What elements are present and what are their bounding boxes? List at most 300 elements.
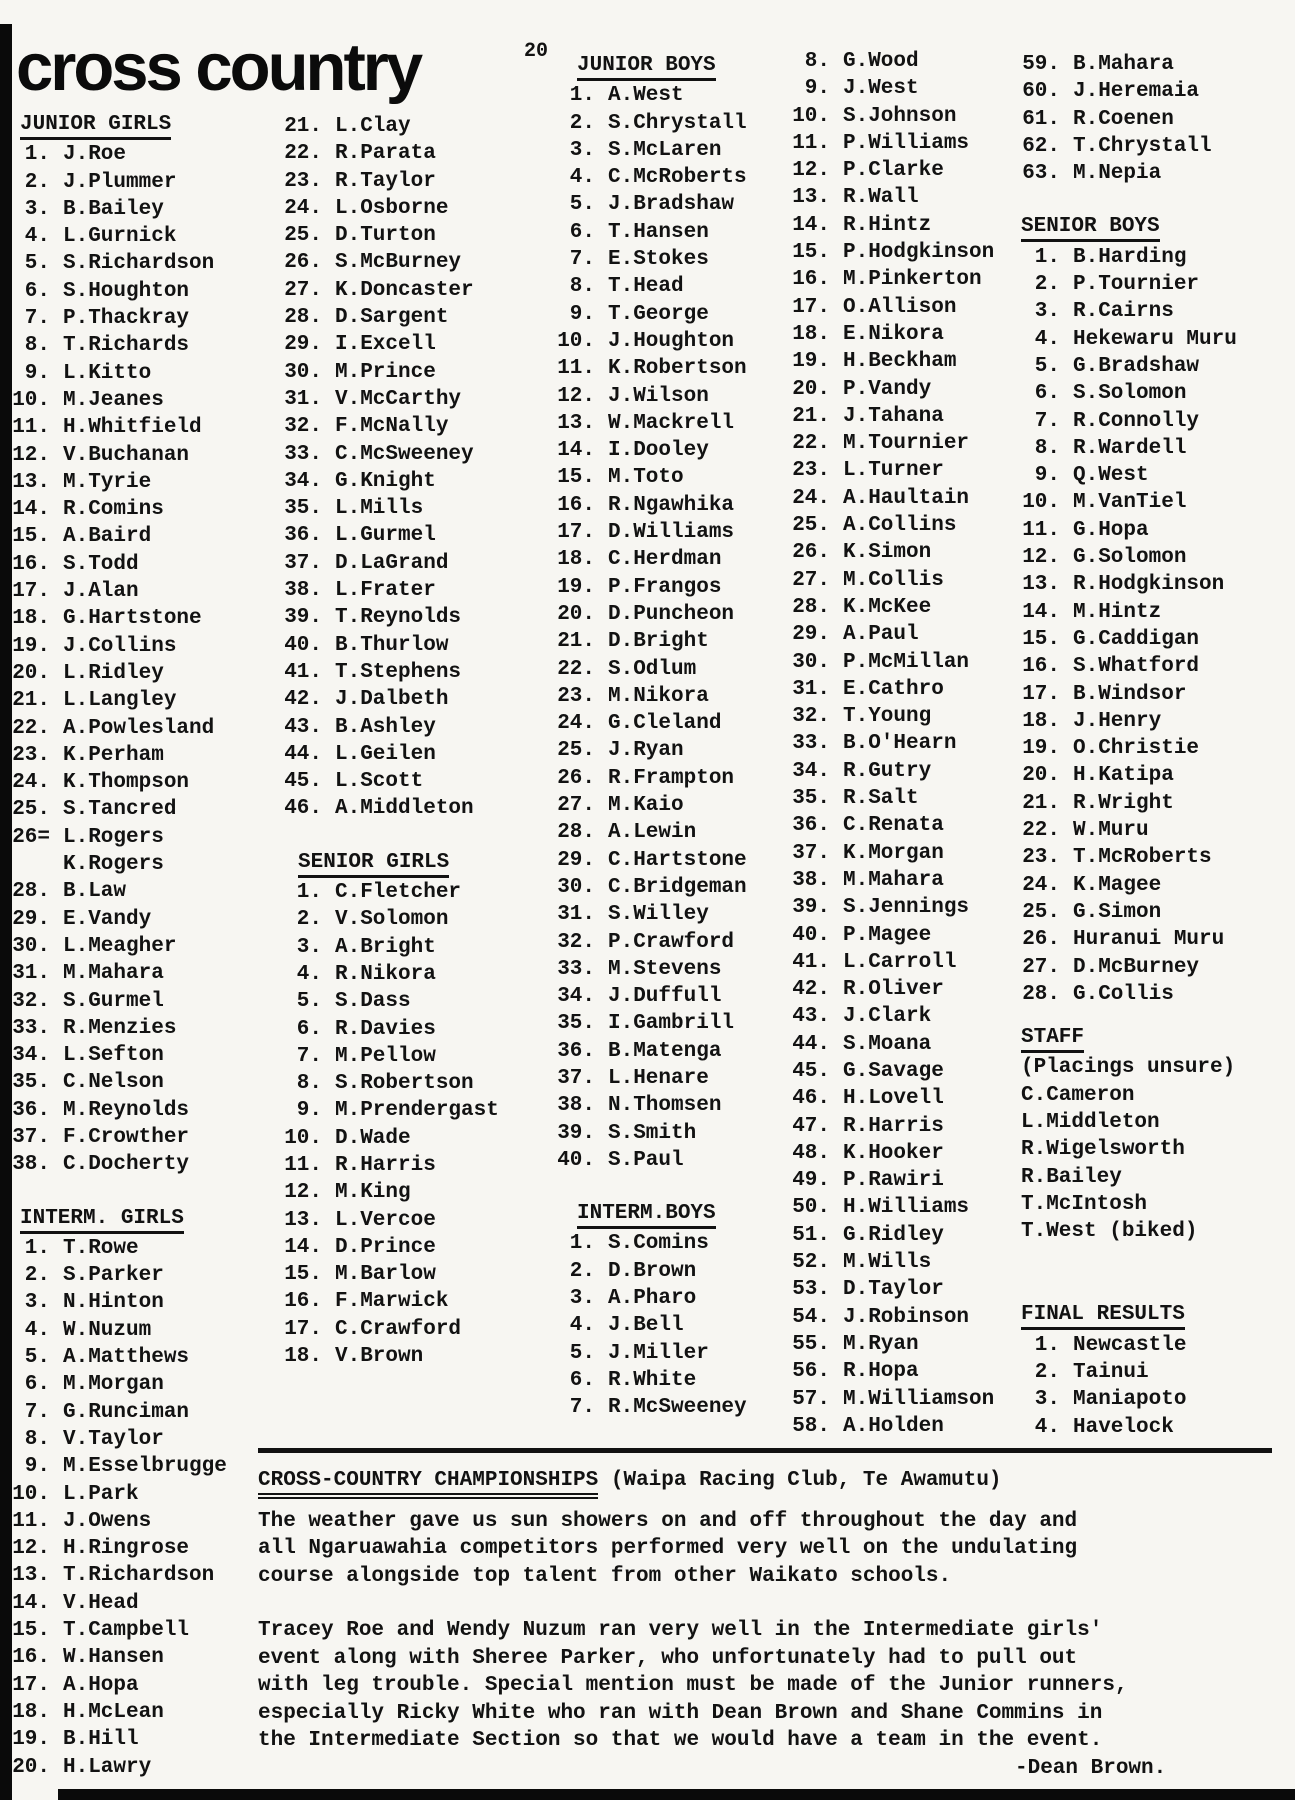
competitor-name: W.Nuzum (63, 1318, 152, 1342)
result-entry (8, 1069, 227, 1096)
result-entry (280, 468, 499, 495)
competitor-name: S.Chrystall (608, 111, 747, 135)
competitor-name: G.Knight (335, 469, 436, 493)
result-entry (8, 1699, 227, 1726)
results-column-4 (788, 48, 994, 1440)
result-entry (280, 113, 499, 140)
placing-number: 1. (24, 1236, 50, 1260)
result-entry (1018, 681, 1237, 708)
competitor-name: M.Nikora (608, 684, 709, 708)
result-entry (1018, 653, 1237, 680)
placing-number: 13. (1022, 573, 1060, 597)
result-entry (553, 1394, 747, 1421)
placing-number: 14. (557, 439, 595, 463)
competitor-name: A.Pharo (608, 1287, 697, 1311)
staff-line: R.Bailey (1021, 1165, 1122, 1189)
competitor-name: S.Solomon (1073, 382, 1187, 406)
section-header-label: INTERM.BOYS (577, 1202, 716, 1229)
placing-number: 22. (284, 142, 322, 166)
placing-number: 6. (296, 1017, 322, 1041)
paragraph-line: Tracey Roe and Wendy Nuzum ran very well in the Intermediate girls' (258, 1619, 1103, 1642)
competitor-name: A.Baird (63, 525, 152, 549)
result-entry (1018, 817, 1237, 844)
placing-number: 12. (284, 1181, 322, 1205)
placing-number: 16. (792, 268, 830, 292)
placing-number: 1. (1034, 245, 1060, 269)
placing-number: 5. (24, 252, 50, 276)
competitor-name: W.Muru (1073, 819, 1149, 843)
result-entry (280, 1043, 499, 1070)
placing-number: 55. (792, 1332, 830, 1356)
result-entry (788, 1222, 994, 1249)
placing-number: 15. (284, 1263, 322, 1287)
section-header-junior-girls (20, 111, 227, 138)
competitor-name: R.Menzies (63, 1016, 177, 1040)
result-entry (8, 1590, 227, 1617)
placing-number: 18. (1022, 709, 1060, 733)
result-entry (553, 301, 747, 328)
competitor-name: S.Parker (63, 1264, 164, 1288)
placing-number: 9. (296, 1099, 322, 1123)
placing-number: 10. (12, 388, 50, 412)
competitor-name: W.Hansen (63, 1646, 164, 1670)
result-entry (1018, 790, 1237, 817)
placing-number: 14. (284, 1235, 322, 1259)
competitor-name: R.Hintz (843, 213, 932, 237)
result-entry (8, 906, 227, 933)
result-entry (280, 195, 499, 222)
section-header-interm-girls (20, 1205, 227, 1232)
competitor-name: S.McLaren (608, 138, 722, 162)
placing-number: 26. (557, 766, 595, 790)
placing-number: 23. (12, 743, 50, 767)
competitor-name: Newcastle (1073, 1333, 1187, 1357)
result-entry (788, 376, 994, 403)
result-entry (1018, 271, 1237, 298)
report-footer (258, 1448, 1272, 1782)
competitor-name: R.Wall (843, 186, 919, 210)
result-entry (553, 137, 747, 164)
placing-number: 26. (284, 251, 322, 275)
result-entry (8, 824, 227, 851)
result-entry (280, 550, 499, 577)
placing-number: 51. (792, 1223, 830, 1247)
result-entry (8, 1151, 227, 1178)
result-entry (788, 1304, 994, 1331)
placing-number: 40. (557, 1148, 595, 1172)
result-entry (553, 819, 747, 846)
placing-number: 25. (557, 739, 595, 763)
result-entry (553, 737, 747, 764)
placing-number: 23. (1022, 846, 1060, 870)
placing-number: 20. (792, 377, 830, 401)
placing-number: 6. (569, 220, 595, 244)
placing-number: 6. (569, 1368, 595, 1392)
competitor-name: R.Connolly (1073, 409, 1200, 433)
placing-number: 13. (284, 1208, 322, 1232)
result-entry (1018, 762, 1237, 789)
placing-number: 38. (792, 868, 830, 892)
competitor-name: M.Jeanes (63, 388, 164, 412)
competitor-name: R.McSweeney (608, 1396, 747, 1420)
result-entry (280, 1016, 499, 1043)
competitor-name: P.Crawford (608, 930, 735, 954)
placing-number: 46. (284, 797, 322, 821)
result-entry (8, 1289, 227, 1316)
competitor-name: R.Taylor (335, 169, 436, 193)
result-entry (788, 485, 994, 512)
competitor-name: R.Cairns (1073, 300, 1174, 324)
placing-number: 22. (12, 716, 50, 740)
paragraph-line: The weather gave us sun showers on and off throughout the day and (258, 1509, 1078, 1533)
placing-number: 27. (557, 794, 595, 818)
competitor-name: R.Hopa (843, 1360, 919, 1384)
result-entry (553, 1065, 747, 1092)
placing-number: 34. (12, 1044, 50, 1068)
competitor-name: B.Law (63, 880, 127, 904)
result-entry (553, 628, 747, 655)
competitor-name: R.Davies (335, 1017, 436, 1041)
placing-number: 23. (792, 459, 830, 483)
placing-number: 17. (12, 580, 50, 604)
competitor-name: L.Langley (63, 689, 177, 713)
competitor-name: N.Hinton (63, 1291, 164, 1315)
placing-number: 1. (1034, 1333, 1060, 1357)
result-entry (553, 437, 747, 464)
competitor-name: S.Gurmel (63, 989, 164, 1013)
competitor-name: C.Herdman (608, 548, 722, 572)
placing-number: 44. (284, 742, 322, 766)
result-entry (788, 676, 994, 703)
competitor-name: L.Henare (608, 1066, 709, 1090)
result-entry (1018, 1386, 1237, 1413)
placing-number: 60. (1022, 80, 1060, 104)
competitor-name: J.Roe (63, 143, 127, 167)
section-header-label: JUNIOR BOYS (577, 54, 716, 81)
competitor-name: A.Middleton (335, 797, 474, 821)
result-entry (788, 812, 994, 839)
paragraph-line: the Intermediate Section so that we would have a team in the event. (258, 1729, 1103, 1752)
competitor-name: S.Todd (63, 552, 139, 576)
placing-number: 41. (284, 660, 322, 684)
result-entry (553, 901, 747, 928)
result-entry (8, 332, 227, 359)
result-entry (1018, 244, 1237, 271)
result-entry (280, 1288, 499, 1315)
competitor-name: L.Vercoe (335, 1208, 436, 1232)
result-entry (8, 933, 227, 960)
competitor-name: M.Tyrie (63, 470, 152, 494)
competitor-name: A.Holden (843, 1414, 944, 1438)
result-entry (553, 546, 747, 573)
competitor-name: D.Prince (335, 1235, 436, 1259)
placing-number: 24. (284, 196, 322, 220)
placing-number: 4. (1034, 327, 1060, 351)
competitor-name: O.Christie (1073, 737, 1200, 761)
paragraph-line: course alongside top talent from other Waikato schools. (258, 1564, 952, 1588)
competitor-name: L.Scott (335, 770, 424, 794)
competitor-name: Q.West (1073, 464, 1149, 488)
competitor-name: P.Williams (843, 131, 970, 155)
competitor-name: V.Solomon (335, 908, 449, 932)
result-entry (788, 157, 994, 184)
placing-number: 28. (1022, 982, 1060, 1006)
placing-number: 37. (557, 1066, 595, 1090)
competitor-name: A.Collins (843, 514, 957, 538)
result-entry (8, 1124, 227, 1151)
result-entry (280, 795, 499, 822)
result-entry (553, 246, 747, 273)
result-entry (1018, 571, 1237, 598)
result-entry (788, 403, 994, 430)
placing-number: 57. (792, 1387, 830, 1411)
competitor-name: J.Robinson (843, 1305, 970, 1329)
competitor-name: K.Rogers (63, 853, 164, 877)
competitor-name: R.White (608, 1368, 697, 1392)
placing-number: 2. (1034, 273, 1060, 297)
staff-line: C.Cameron (1021, 1083, 1135, 1107)
result-entry (553, 1147, 747, 1174)
results-column-3 (553, 52, 747, 1422)
placing-number: 8. (569, 275, 595, 299)
competitor-name: I.Gambrill (608, 1012, 735, 1036)
placing-number: 31. (792, 677, 830, 701)
competitor-name: H.Katipa (1073, 764, 1174, 788)
results-column-1 (8, 111, 227, 1781)
competitor-name: J.Clark (843, 1005, 932, 1029)
placing-number: 36. (284, 524, 322, 548)
competitor-name: P.Frangos (608, 575, 722, 599)
placing-number: 22. (792, 432, 830, 456)
competitor-name: S.Moana (843, 1032, 932, 1056)
placing-number: 2. (24, 1264, 50, 1288)
section-header-label: INTERM. GIRLS (20, 1207, 184, 1234)
competitor-name: L.Turner (843, 459, 944, 483)
result-entry (8, 141, 227, 168)
placing-number: 18. (792, 322, 830, 346)
competitor-name: T.Richardson (63, 1564, 215, 1588)
result-entry (280, 140, 499, 167)
placing-number: 8. (804, 50, 830, 73)
placing-number: 19. (12, 1728, 50, 1752)
result-entry (1018, 626, 1237, 653)
placing-number: 56. (792, 1360, 830, 1384)
competitor-name: S.Houghton (63, 279, 190, 303)
result-entry (553, 273, 747, 300)
placing-number: 9. (24, 1455, 50, 1479)
section-header-label: FINAL RESULTS (1021, 1303, 1185, 1330)
competitor-name: L.Clay (335, 115, 411, 138)
competitor-name: L.Geilen (335, 742, 436, 766)
placing-number: 12. (792, 159, 830, 183)
placing-number: 7. (24, 1400, 50, 1424)
result-entry (1018, 298, 1237, 325)
placing-number: 32. (12, 989, 50, 1013)
section-header-senior-boys (1021, 213, 1237, 240)
placing-number: 19. (557, 575, 595, 599)
result-entry (788, 48, 994, 75)
competitor-name: G.Savage (843, 1059, 944, 1083)
placing-number: 7. (569, 1396, 595, 1420)
competitor-name: Huranui Muru (1073, 928, 1225, 952)
result-entry (553, 1258, 747, 1285)
placing-number: 29. (792, 623, 830, 647)
placing-number: 50. (792, 1196, 830, 1220)
placing-number: 24. (792, 486, 830, 510)
result-entry (553, 82, 747, 109)
placing-number: 16. (284, 1290, 322, 1314)
placing-number: 27. (792, 568, 830, 592)
placing-number: 31. (12, 962, 50, 986)
result-entry (1018, 1332, 1237, 1359)
competitor-name: G.Collis (1073, 982, 1174, 1006)
placing-number: 20. (557, 602, 595, 626)
result-entry (8, 250, 227, 277)
result-entry (553, 929, 747, 956)
placing-number: 19. (1022, 737, 1060, 761)
placing-number: 15. (792, 241, 830, 265)
competitor-name: M.Hintz (1073, 600, 1162, 624)
placing-number: 17. (1022, 682, 1060, 706)
placing-number: 8. (24, 334, 50, 358)
competitor-name: F.McNally (335, 415, 449, 439)
result-entry (280, 1343, 499, 1370)
placing-number: 32. (557, 930, 595, 954)
competitor-name: D.Turton (335, 224, 436, 248)
placing-number: 7. (569, 248, 595, 272)
result-entry (788, 922, 994, 949)
competitor-name: V.Buchanan (63, 443, 190, 467)
result-entry (280, 1097, 499, 1124)
result-entry (553, 164, 747, 191)
placing-number: 14. (12, 498, 50, 522)
placing-number: 35. (284, 497, 322, 521)
placing-number: 2. (296, 908, 322, 932)
competitor-name: S.Robertson (335, 1072, 474, 1096)
result-entry (788, 840, 994, 867)
result-entry (8, 1235, 227, 1262)
result-entry (280, 386, 499, 413)
placing-number: 23. (557, 684, 595, 708)
placing-number: 29. (12, 907, 50, 931)
competitor-name: S.Willey (608, 903, 709, 927)
competitor-name: H.Lawry (63, 1755, 152, 1779)
result-entry (788, 1031, 994, 1058)
result-entry (553, 410, 747, 437)
placing-number: 3. (569, 138, 595, 162)
placing-number: 26. (1022, 928, 1060, 952)
result-entry (553, 601, 747, 628)
placing-number: 3. (24, 197, 50, 221)
result-entry (788, 1058, 994, 1085)
result-entry (8, 1481, 227, 1508)
result-entry (788, 594, 994, 621)
placing-number: 40. (792, 923, 830, 947)
result-entry (788, 430, 994, 457)
competitor-name: C.McRoberts (608, 166, 747, 190)
competitor-name: J.Alan (63, 580, 139, 604)
placing-number: 4. (1034, 1415, 1060, 1439)
result-entry (1018, 1414, 1237, 1441)
placing-number: 24. (557, 712, 595, 736)
result-entry (553, 683, 747, 710)
result-entry (280, 304, 499, 331)
competitor-name: C.Nelson (63, 1071, 164, 1095)
result-entry (280, 277, 499, 304)
result-entry (788, 1194, 994, 1221)
competitor-name: G.Cleland (608, 712, 722, 736)
competitor-name: R.Harris (335, 1153, 436, 1177)
placing-number: 7. (1034, 409, 1060, 433)
result-entry (553, 328, 747, 355)
paragraph-line: event along with Sheree Parker, who unfortunately had to pull out (258, 1646, 1078, 1670)
competitor-name: J.Heremaia (1073, 80, 1200, 104)
result-entry (8, 1317, 227, 1344)
competitor-name: Maniapoto (1073, 1388, 1187, 1412)
placing-number: 11. (12, 1509, 50, 1533)
competitor-name: C.McSweeney (335, 442, 474, 466)
placing-number: 26= (12, 825, 50, 849)
competitor-name: S.Dass (335, 990, 411, 1014)
placing-number: 3. (296, 935, 322, 959)
placing-number: 42. (792, 978, 830, 1002)
result-entry (788, 457, 994, 484)
placing-number: 3. (569, 1287, 595, 1311)
placing-number: 13. (792, 186, 830, 210)
competitor-name: V.Brown (335, 1345, 424, 1369)
result-entry (1018, 599, 1237, 626)
placing-number: 15. (12, 525, 50, 549)
placing-number: 34. (557, 985, 595, 1009)
result-entry (788, 1249, 994, 1276)
placing-number: 31. (284, 387, 322, 411)
competitor-name: K.Doncaster (335, 278, 474, 302)
competitor-name: M.King (335, 1181, 411, 1205)
placing-number: 12. (12, 443, 50, 467)
competitor-name: R.Gutry (843, 759, 932, 783)
competitor-name: P.Clarke (843, 159, 944, 183)
competitor-name: S.Whatford (1073, 655, 1200, 679)
result-entry (553, 956, 747, 983)
page-title: cross country (16, 30, 421, 105)
competitor-name: E.Nikora (843, 322, 944, 346)
competitor-name: J.Miller (608, 1341, 709, 1365)
placing-number: 14. (12, 1591, 50, 1615)
result-entry (1018, 735, 1237, 762)
result-entry (280, 686, 499, 713)
placing-number: 58. (792, 1414, 830, 1438)
competitor-name: D.Wade (335, 1126, 411, 1150)
placing-number: 4. (296, 962, 322, 986)
result-entry (8, 1262, 227, 1289)
result-entry (280, 1070, 499, 1097)
result-entry (280, 1207, 499, 1234)
result-entry (1018, 380, 1237, 407)
placing-number: 52. (792, 1251, 830, 1275)
placing-number: 38. (557, 1094, 595, 1118)
placing-number: 10. (12, 1482, 50, 1506)
result-entry (1018, 708, 1237, 735)
competitor-name: C.Docherty (63, 1153, 190, 1177)
competitor-name: M.Stevens (608, 957, 722, 981)
result-entry (8, 169, 227, 196)
competitor-name: T.Stephens (335, 660, 462, 684)
staff-line: T.McIntosh (1021, 1192, 1148, 1216)
competitor-name: I.Dooley (608, 439, 709, 463)
competitor-name: S.Smith (608, 1121, 697, 1145)
competitor-name: L.Rogers (63, 825, 164, 849)
result-entry (553, 1312, 747, 1339)
